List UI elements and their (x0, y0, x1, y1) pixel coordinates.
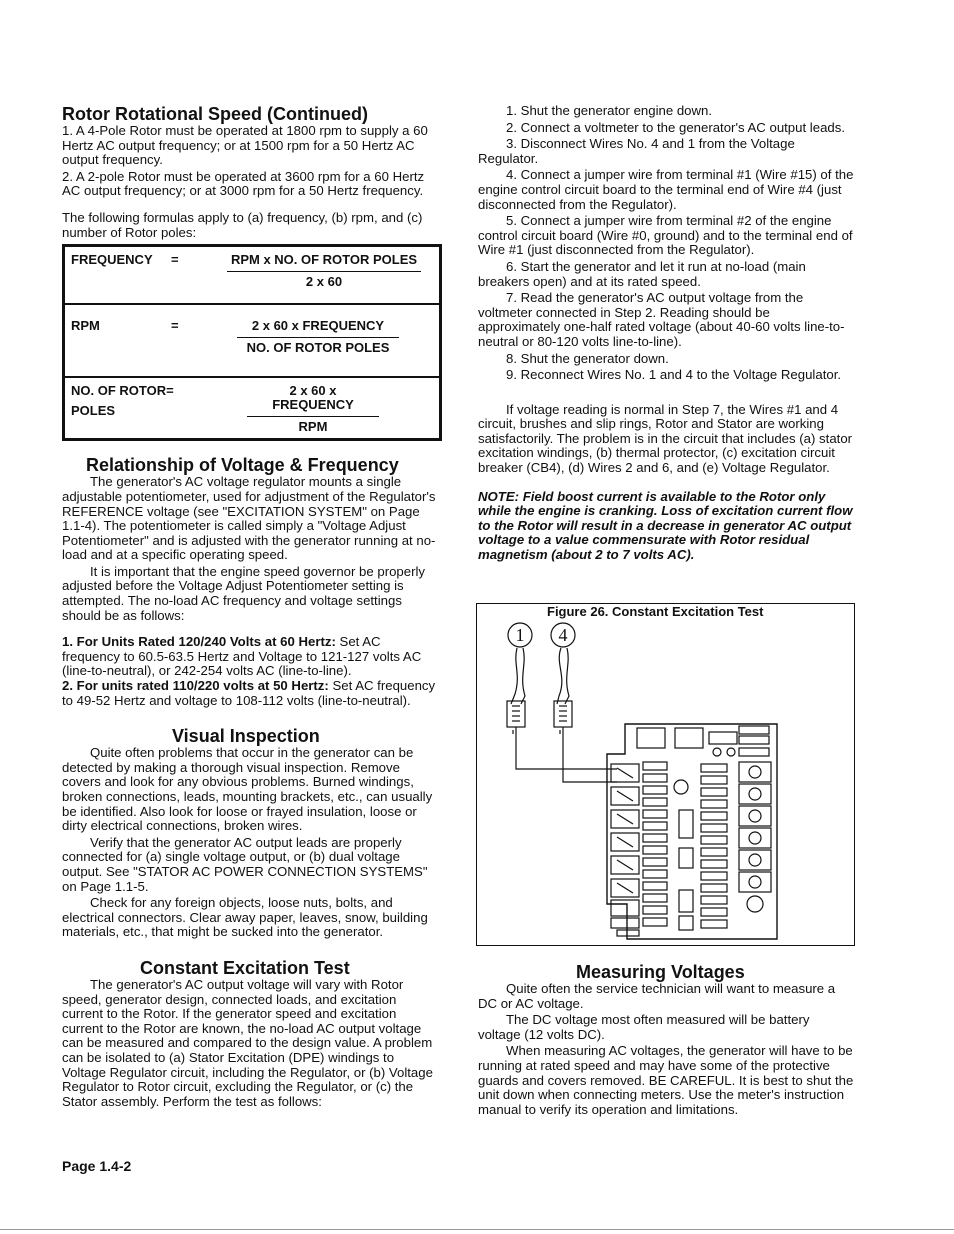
figure-title: Figure 26. Constant Excitation Test (547, 604, 764, 619)
section-heading-voltage-frequency: Relationship of Voltage & Frequency (86, 455, 399, 476)
paragraph: The generator's AC output voltage will vary with Rotor speed, generator design, connected loads, and excitation current to the Rotor. If the generator speed and excitation current to the Rotor are known, the no-load AC output voltage can be measured and compared to the design value. A problem can be isolated to (a) Stator Excitation (DPE) windings to Voltage Regulator circuit, including the Regulator, or (b) Voltage Regulator to Rotor circuit, excluding the Regulator, or (c) the Stator assembly. Perform the test as follows: (62, 976, 433, 1109)
wire-1-label: 1 (515, 625, 525, 645)
section-heading-constant-excitation: Constant Excitation Test (140, 957, 350, 978)
paragraph: Quite often the service technician will want to measure a DC or AC voltage. (478, 981, 836, 1011)
paragraph-text: Set AC frequency to 49-52 Hertz and voltage to 108-112 volts (line-to-neutral). (62, 678, 436, 708)
step-1: 1. Shut the generator engine down. (506, 103, 713, 118)
figure-constant-excitation (476, 603, 855, 946)
step-2: 2. Connect a voltmeter to the generator's AC output leads. (506, 119, 845, 135)
paragraph: It is important that the engine speed governor be properly adjusted before the Voltage Adjust Potentiometer setting is attempted. The no-load AC frequency and voltage settings should be as follows: (62, 563, 426, 623)
formula-denominator: RPM (298, 418, 328, 434)
step-6: 6. Start the generator and let it run at no-load (main breakers open) and at its rated speed. (478, 258, 806, 289)
formula-equals: = (165, 304, 197, 376)
paragraph: 1. A 4-Pole Rotor must be operated at 1800 rpm to supply a 60 Hertz AC output frequency; or at 1500 rpm for a 50 Hertz AC output frequency. (62, 123, 428, 168)
paragraph: The following formulas apply to (a) frequency, (b) rpm, and (c) number of Rotor poles: (62, 209, 423, 240)
page-number: Page 1.4-2 (62, 1158, 132, 1174)
section-heading-measuring-voltages: Measuring Voltages (576, 962, 745, 982)
formula-numerator: 2 x 60 x FREQUENCY (237, 319, 399, 338)
section-heading-rotor-speed: Rotor Rotational Speed (Continued) (62, 104, 368, 124)
step-3: 3. Disconnect Wires No. 4 and 1 from the Voltage Regulator. (478, 136, 795, 166)
paragraph: Quite often problems that occur in the generator can be detected by making a thorough visual inspection. Remove covers and look for any obvious problems. Burned windings, broken connections, leads, mounting brackets, etc., can usually be identified. Also look for loose or frayed insulation, loose or dirty electrical connections, broken wires. (62, 745, 433, 834)
paragraph: Check for any foreign objects, loose nuts, bolts, and electrical connectors. Clear away paper, leaves, snow, building materials, etc., that might be sucked into the generator. (62, 895, 428, 940)
wire-4-label: 4 (558, 625, 568, 645)
formula-equals: = (171, 252, 179, 268)
bottom-rule (0, 1229, 954, 1230)
bold-lead: 1. For Units Rated 120/240 Volts at 60 Hertz: (62, 634, 336, 650)
paragraph: Verify that the generator AC output leads are properly connected for (a) single voltage output, or (b) dual voltage output. See "STATOR AC POWER CONNECTION SYSTEMS" on Page 1.1-5. (62, 834, 428, 894)
formula-numerator: 2 x 60 x FREQUENCY (247, 384, 379, 417)
step-5: 5. Connect a jumper wire from terminal #2 of the engine control circuit board (Wire #0, ground) and to the terminal end of Wire #1 (just disconnected from the Regulator). (478, 213, 853, 258)
paragraph: The DC voltage most often measured will be battery voltage (12 volts DC). (478, 1012, 810, 1042)
note: NOTE: Field boost current is available to the Rotor only while the engine is cranking. Loss of excitation current flow to the Rotor will result in a decrease in generator AC output voltage to a value commensurate with Rotor residual magnetism (about 2 to 7 volts AC). (478, 488, 853, 563)
bold-lead: 2. For units rated 110/220 volts at 50 Hertz: (62, 678, 329, 694)
paragraph: 2. A 2-pole Rotor must be operated at 3600 rpm for a 60 Hertz AC output frequency; or at 3000 rpm for a 50 Hertz frequency. (62, 168, 425, 199)
measuring-voltages-section (478, 962, 854, 1117)
step-9: 9. Reconnect Wires No. 1 and 4 to the Voltage Regulator. (506, 367, 842, 383)
step-4: 4. Connect a jumper wire from terminal #1 (Wire #15) of the engine control circuit board to the terminal end of Wire #4 (just disconnected from the Regulator). (478, 167, 854, 212)
paragraph: If voltage reading is normal in Step 7, the Wires #1 and 4 circuit, brushes and slip rings, Rotor and Stator are working satisfactorily. The problem is in the circuit that includes (a) stator excitation windings, (b) thermal protector, (c) excitation circuit breaker (CB4), (d) Wires 2 and 6, and (e) Voltage Regulator. (478, 401, 853, 476)
procedure-steps (478, 104, 854, 383)
formula-rpm-label: RPM (64, 304, 166, 376)
paragraph (62, 635, 440, 679)
formula-denominator: 2 x 60 (305, 273, 343, 289)
formula-denominator: NO. OF ROTOR POLES (246, 339, 390, 355)
left-column (62, 104, 440, 1109)
step-7: 7. Read the generator's AC output voltage from the voltmeter connected in Step 2. Reading should be approximately one-half rated voltage (about 40-60 volts line-to-neutral or 80-120 volts line-to-line). (478, 290, 845, 349)
formula-poles-label: NO. OF ROTOR= (71, 382, 174, 398)
paragraph: When measuring AC voltages, the generator will have to be running at rated speed and may have some of the protective guards and covers removed. BE CAREFUL. It is best to shut the unit down when connecting meters. Use the meter's instruction manual to verify its operation and limitations. (478, 1043, 854, 1117)
formula-table (62, 244, 442, 441)
paragraph: The generator's AC voltage regulator mounts a single adjustable potentiometer, used for adjustment of the Regulator's REFERENCE voltage (see "EXCITATION SYSTEM" on Page 1.1-4). The potentiometer is called simply a "Voltage Adjust Potentiometer" and is adjusted with the generator running at no-load and at a specific operating speed. (62, 474, 436, 563)
formula-frequency-label: FREQUENCY (71, 252, 153, 268)
right-column (478, 104, 854, 563)
formula-poles-label: POLES (71, 403, 116, 419)
formula-numerator: RPM x NO. OF ROTOR POLES (227, 253, 421, 272)
paragraph (62, 679, 440, 708)
step-8: 8. Shut the generator down. (506, 350, 669, 366)
section-heading-visual-inspection: Visual Inspection (172, 726, 320, 747)
circuit-board-diagram (477, 604, 854, 945)
paragraph-text: Set AC frequency to 60.5-63.5 Hertz and Voltage to 121-127 volts AC (line-to-neutral), or 242-254 volts AC (line-to-line). (62, 634, 422, 679)
